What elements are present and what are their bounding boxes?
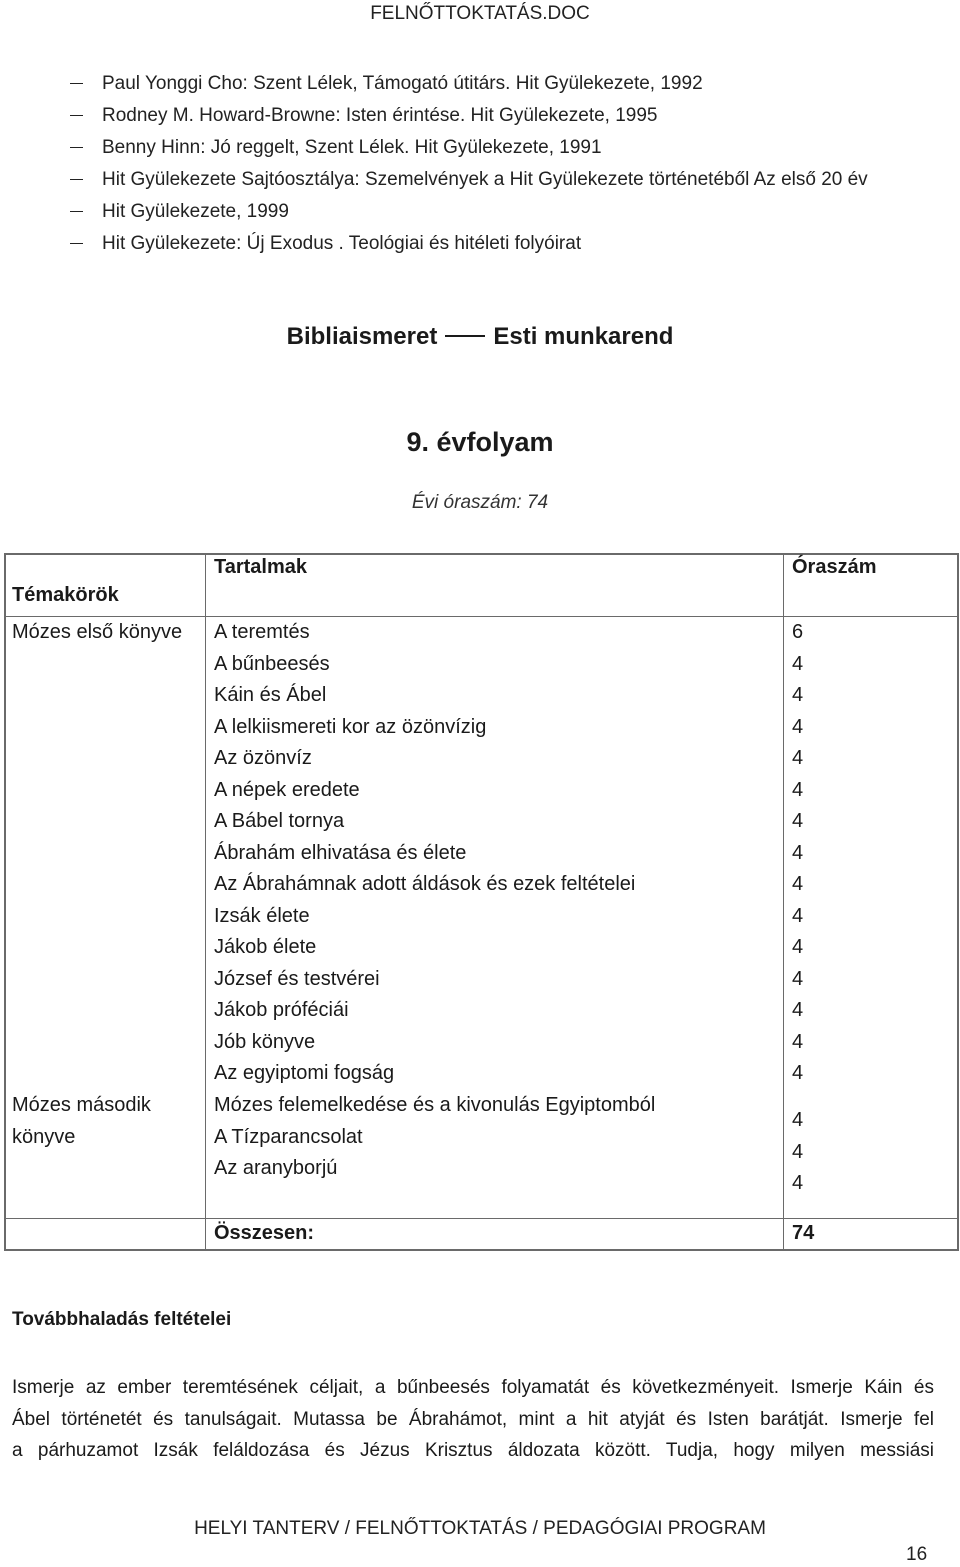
hours-cell: 4 <box>792 904 804 927</box>
dash-bullet-icon <box>70 243 83 244</box>
content-cell: Ábrahám elhivatása és élete <box>214 841 467 864</box>
total-value: 74 <box>792 1222 815 1244</box>
column-divider <box>205 553 206 1251</box>
hours-cell: 4 <box>792 1172 804 1194</box>
content-cell: Jákob élete <box>214 936 317 958</box>
paragraph-line: a párhuzamot Izsák feláldozása és Jézus Krisztus áldozata között. Tudja, hogy milyen messiási <box>12 1440 934 1461</box>
paragraph-line: Ábel történetét és tanulságait. Mutassa be Ábrahámot, mint a hit atyját és Isten barátját. Ismerje fel <box>12 1408 934 1430</box>
hours-cell: 4 <box>792 652 804 675</box>
total-label: Összesen: <box>214 1222 315 1244</box>
progress-title: Továbbhaladás feltételei <box>12 1309 232 1330</box>
content-cell: Izsák élete <box>214 904 310 927</box>
curriculum-table <box>4 553 959 1251</box>
hours-cell: 4 <box>792 999 804 1021</box>
dash-separator <box>445 335 485 337</box>
section-title-right: Esti munkarend <box>493 323 674 350</box>
hours-cell: 4 <box>792 967 804 990</box>
dash-bullet-icon <box>70 83 83 84</box>
dash-bullet-icon <box>70 147 83 148</box>
header-contents: Tartalmak <box>214 556 308 578</box>
hours-cell: 4 <box>792 684 804 706</box>
topic-cell: Mózes második <box>12 1094 151 1116</box>
content-cell: Az özönvíz <box>214 747 312 769</box>
content-cell: Az aranyborjú <box>214 1157 338 1179</box>
hours-cell: 4 <box>792 1030 804 1053</box>
content-cell: A lelkiismereti kor az özönvízig <box>214 715 487 738</box>
annual-hours: Évi óraszám: 74 <box>411 492 549 513</box>
dash-bullet-icon <box>70 179 83 180</box>
document-header: FELNŐTTOKTATÁS.DOC <box>370 3 590 24</box>
paragraph-line: Ismerje az ember teremtésének céljait, a bűnbeesés folyamatát és következményeit. Ismerje Káin és <box>12 1377 934 1398</box>
hours-cell: 4 <box>792 936 804 958</box>
hours-cell: 4 <box>792 841 804 864</box>
hours-cell: 4 <box>792 810 804 832</box>
dash-bullet-icon <box>70 211 83 212</box>
topic-cell: Mózes első könyve <box>12 621 183 643</box>
hours-cell: 4 <box>792 873 804 895</box>
content-cell: Az Ábrahámnak adott áldások és ezek feltételei <box>214 873 636 895</box>
section-title-left: Bibliaismeret <box>286 323 438 350</box>
header-hours: Óraszám <box>792 556 877 578</box>
hours-cell: 4 <box>792 715 804 738</box>
content-cell: A teremtés <box>214 621 310 643</box>
content-cell: A Bábel tornya <box>214 810 345 832</box>
hours-cell: 6 <box>792 621 804 643</box>
content-cell: József és testvérei <box>214 967 380 990</box>
hours-cell: 4 <box>792 1062 804 1084</box>
content-cell: Káin és Ábel <box>214 684 327 706</box>
content-cell: Mózes felemelkedése és a kivonulás Egyiptomból <box>214 1094 656 1116</box>
hours-cell: 4 <box>792 747 804 769</box>
content-cell: Jákob próféciái <box>214 999 349 1021</box>
hours-cell: 4 <box>792 1140 804 1163</box>
content-cell: A bűnbeesés <box>214 652 330 675</box>
total-divider <box>4 1218 959 1219</box>
content-cell: Jób könyve <box>214 1030 316 1053</box>
hours-cell: 4 <box>792 778 804 801</box>
dash-bullet-icon <box>70 115 83 116</box>
section-title <box>0 323 960 351</box>
content-cell: A népek eredete <box>214 778 360 801</box>
progress-paragraph <box>12 1372 934 1467</box>
page-number: 16 <box>906 1544 928 1565</box>
content-cell: A Tízparancsolat <box>214 1125 363 1148</box>
document-footer: HELYI TANTERV / FELNŐTTOKTATÁS / PEDAGÓGIAI PROGRAM <box>194 1518 766 1539</box>
content-cell: Az egyiptomi fogság <box>214 1062 395 1084</box>
column-divider <box>783 553 784 1251</box>
topic-cell: könyve <box>12 1125 76 1148</box>
header-topics: Témakörök <box>12 584 119 606</box>
hours-cell: 4 <box>792 1109 804 1131</box>
grade-title: 9. évfolyam <box>406 427 554 457</box>
